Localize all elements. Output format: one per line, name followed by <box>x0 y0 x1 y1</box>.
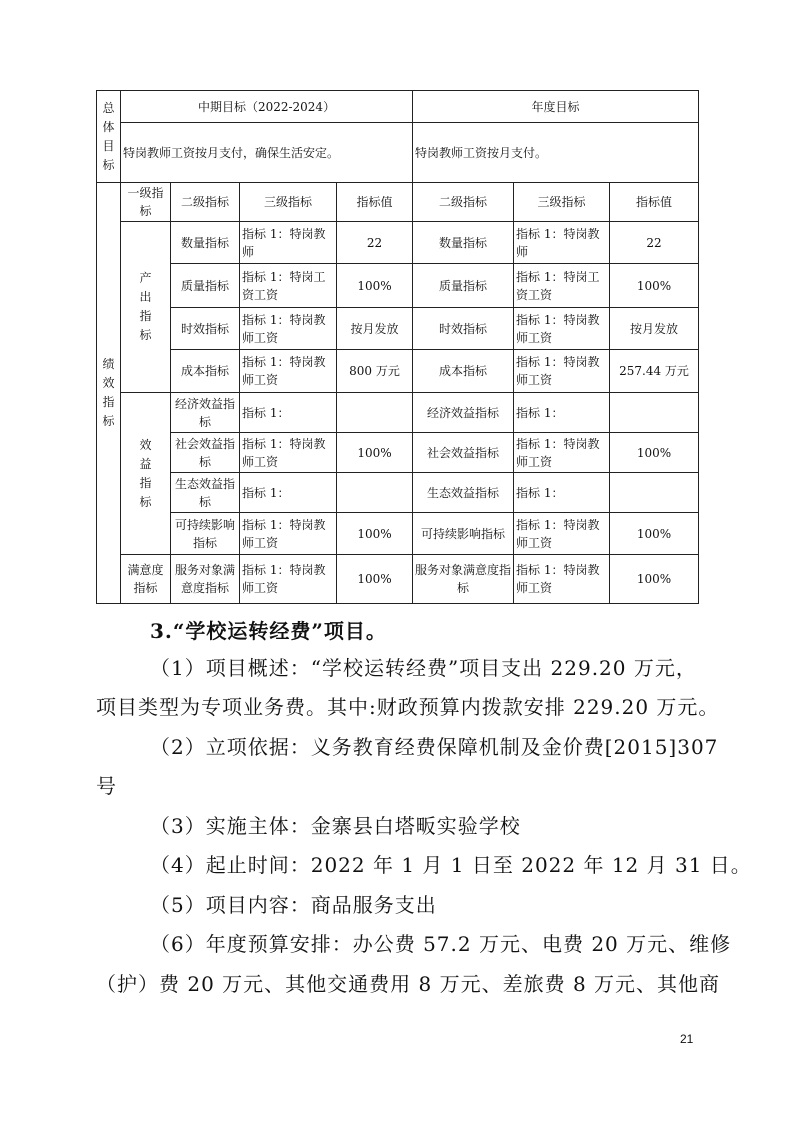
col-header-level2: 二级指标 <box>171 183 240 222</box>
table-row <box>97 393 699 433</box>
paragraph-line: （1）项目概述：“学校运转经费”项目支出 229.20 万元， <box>150 656 697 680</box>
level2-cell-annual: 数量指标 <box>413 222 514 264</box>
performance-target-table <box>96 90 699 604</box>
level2-cell-annual: 社会效益指标 <box>413 433 514 473</box>
value-cell: 22 <box>337 222 413 264</box>
overall-target-label: 总体目标 <box>97 91 121 183</box>
level3-cell-annual: 指标 1： <box>514 473 610 513</box>
level3-cell-annual: 指标 1： <box>514 393 610 433</box>
level2-cell: 生态效益指标 <box>171 473 240 513</box>
value-cell-annual: 100% <box>610 513 699 555</box>
value-cell-annual: 100% <box>610 264 699 308</box>
level2-cell-annual: 服务对象满意度指标 <box>413 555 514 604</box>
level3-cell: 指标 1：特岗教师工资 <box>240 308 337 350</box>
paragraph-line: （3）实施主体：金寨县白塔畈实验学校 <box>150 814 521 838</box>
value-cell-annual: 22 <box>610 222 699 264</box>
level3-cell-annual: 指标 1：特岗教师工资 <box>514 433 610 473</box>
group-output: 产出指标 <box>121 222 171 393</box>
paragraph-line: （护）费 20 万元、其他交通费用 8 万元、差旅费 8 万元、其他商 <box>96 972 721 996</box>
group-benefit: 效益指标 <box>121 393 171 555</box>
level3-cell-annual: 指标 1：特岗教师 <box>514 222 610 264</box>
level2-cell-annual: 时效指标 <box>413 308 514 350</box>
annual-header: 年度目标 <box>413 91 699 123</box>
value-cell: 100% <box>337 264 413 308</box>
mid-term-header: 中期目标（2022-2024） <box>121 91 413 123</box>
level3-cell: 指标 1： <box>240 473 337 513</box>
level2-cell-annual: 成本指标 <box>413 350 514 393</box>
level2-cell: 时效指标 <box>171 308 240 350</box>
col-header-level3-annual: 三级指标 <box>514 183 610 222</box>
value-cell-annual: 100% <box>610 555 699 604</box>
level2-cell: 数量指标 <box>171 222 240 264</box>
level3-cell-annual: 指标 1：特岗教师工资 <box>514 308 610 350</box>
level2-cell-annual: 经济效益指标 <box>413 393 514 433</box>
level3-cell: 指标 1：特岗教师 <box>240 222 337 264</box>
level3-cell: 指标 1：特岗工资工资 <box>240 264 337 308</box>
value-cell: 100% <box>337 513 413 555</box>
level3-cell: 指标 1： <box>240 393 337 433</box>
level2-cell-annual: 可持续影响指标 <box>413 513 514 555</box>
table-row <box>97 222 699 264</box>
table-row <box>97 350 699 393</box>
table-row <box>97 433 699 473</box>
level3-cell-annual: 指标 1：特岗教师工资 <box>514 555 610 604</box>
level2-cell-annual: 生态效益指标 <box>413 473 514 513</box>
level2-cell: 社会效益指标 <box>171 433 240 473</box>
col-header-value-annual: 指标值 <box>610 183 699 222</box>
value-cell: 100% <box>337 555 413 604</box>
value-cell <box>337 393 413 433</box>
value-cell: 800 万元 <box>337 350 413 393</box>
paragraph-line: （5）项目内容：商品服务支出 <box>150 893 437 917</box>
level2-cell: 可持续影响指标 <box>171 513 240 555</box>
level3-cell-annual: 指标 1：特岗工资工资 <box>514 264 610 308</box>
level3-cell: 指标 1：特岗教师工资 <box>240 433 337 473</box>
page-number: 21 <box>680 1032 694 1046</box>
paragraph-line: （2）立项依据：义务教育经费保障机制及金价费[2015]307 <box>150 735 719 759</box>
paragraph-line: （4）起止时间：2022 年 1 月 1 日至 2022 年 12 月 31 日。 <box>150 853 752 877</box>
value-cell-annual: 257.44 万元 <box>610 350 699 393</box>
level2-cell: 服务对象满意度指标 <box>171 555 240 604</box>
annual-text: 特岗教师工资按月支付。 <box>413 123 699 183</box>
value-cell: 100% <box>337 433 413 473</box>
performance-label: 绩效指标 <box>97 183 121 604</box>
value-cell-annual <box>610 393 699 433</box>
level2-cell: 质量指标 <box>171 264 240 308</box>
level3-cell: 指标 1：特岗教师工资 <box>240 513 337 555</box>
col-header-level2-annual: 二级指标 <box>413 183 514 222</box>
level3-cell-annual: 指标 1：特岗教师工资 <box>514 513 610 555</box>
table-row <box>97 513 699 555</box>
value-cell-annual: 按月发放 <box>610 308 699 350</box>
value-cell: 按月发放 <box>337 308 413 350</box>
level3-cell: 指标 1：特岗教师工资 <box>240 350 337 393</box>
col-header-value: 指标值 <box>337 183 413 222</box>
value-cell-annual: 100% <box>610 433 699 473</box>
paragraph-line: 项目类型为专项业务费。其中:财政预算内拨款安排 229.20 万元。 <box>96 695 720 719</box>
value-cell <box>337 473 413 513</box>
col-header-level3: 三级指标 <box>240 183 337 222</box>
level2-cell: 成本指标 <box>171 350 240 393</box>
level3-cell-annual: 指标 1：特岗教师工资 <box>514 350 610 393</box>
paragraph-line: 号 <box>96 774 117 798</box>
table-row <box>97 473 699 513</box>
section-heading: 3.“学校运转经费”项目。 <box>150 619 387 643</box>
value-cell-annual <box>610 473 699 513</box>
group-satisfaction: 满意度指标 <box>121 555 171 604</box>
level2-cell: 经济效益指标 <box>171 393 240 433</box>
mid-term-text: 特岗教师工资按月支付，确保生活安定。 <box>121 123 413 183</box>
table-row <box>97 555 699 604</box>
level3-cell: 指标 1：特岗教师工资 <box>240 555 337 604</box>
level2-cell-annual: 质量指标 <box>413 264 514 308</box>
col-header-level1: 一级指标 <box>121 183 171 222</box>
paragraph-line: （6）年度预算安排：办公费 57.2 万元、电费 20 万元、维修 <box>150 932 732 956</box>
table-row <box>97 308 699 350</box>
table-row <box>97 264 699 308</box>
